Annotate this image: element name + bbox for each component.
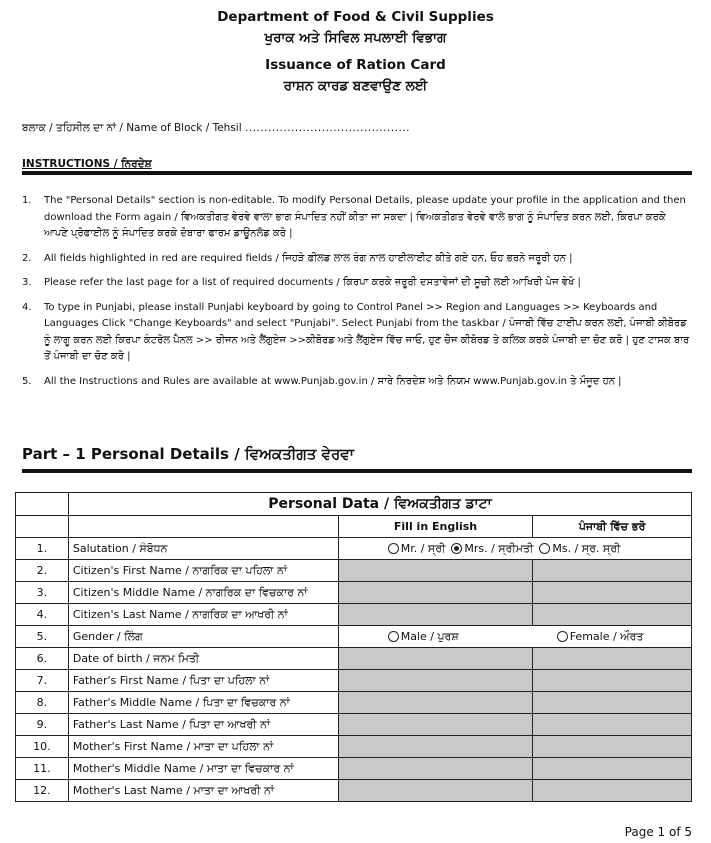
row-number: 10. <box>16 736 69 758</box>
row-number: 3. <box>16 582 69 604</box>
english-input[interactable] <box>338 582 533 604</box>
field-label: Father's First Name / ਪਿਤਾ ਦਾ ਪਹਿਲਾ ਨਾਂ <box>68 670 338 692</box>
form-title-punjabi: ਰਾਸ਼ਨ ਕਾਰਡ ਬਣਵਾਉਣ ਲਈ <box>283 78 428 94</box>
table-row <box>16 626 692 648</box>
instruction-item <box>22 193 692 243</box>
row-number: 9. <box>16 714 69 736</box>
field-label: Father's Last Name / ਪਿਤਾ ਦਾ ਆਖਰੀ ਨਾਂ <box>68 714 338 736</box>
part-1-heading: Part – 1 Personal Details / ਵਿਅਕਤੀਗਤ ਵੇਰਵਾ <box>22 445 354 463</box>
instruction-item <box>22 374 692 391</box>
block-tehsil-field <box>22 122 410 135</box>
radio-button[interactable] <box>388 543 399 554</box>
row-number: 7. <box>16 670 69 692</box>
english-input[interactable] <box>338 780 533 802</box>
divider <box>22 469 692 473</box>
english-input[interactable] <box>338 736 533 758</box>
field-label: Father's Middle Name / ਪਿਤਾ ਦਾ ਵਿਚਕਾਰ ਨਾਂ <box>68 692 338 714</box>
instruction-text: All the Instructions and Rules are available at www.Punjab.gov.in / ਸਾਰੇ ਨਿਰਦੇਸ਼ ਅਤੇ ਨਿਯਮ www.Punjab.gov.in ਤੇ ਮੌਜੂਦ ਹਨ | <box>44 375 622 387</box>
field-label: Citizen's Last Name / ਨਾਗਰਿਕ ਦਾ ਆਖਰੀ ਨਾਂ <box>68 604 338 626</box>
punjabi-input[interactable] <box>533 582 692 604</box>
instruction-number: 5. <box>22 375 32 387</box>
page-number: Page 1 of 5 <box>624 825 692 839</box>
instructions-heading: INSTRUCTIONS / ਨਿਰਦੇਸ਼ <box>22 158 152 170</box>
instruction-text: All fields highlighted in red are required fields / ਜਿਹੜੇ ਫ਼ੀਲਡ ਲਾਲ ਰੰਗ ਨਾਲ ਹਾਈਲਾਈਟ ਕੀਤੇ ਗਏ ਹਨ, ਓਹ ਭਰਨੇ ਜਰੂਰੀ ਹਨ | <box>44 252 573 264</box>
punjabi-input[interactable] <box>533 648 692 670</box>
instruction-item <box>22 251 692 268</box>
punjabi-input[interactable] <box>533 604 692 626</box>
instruction-item <box>22 275 692 292</box>
instruction-number: 1. <box>22 195 32 206</box>
instructions-list <box>22 193 692 398</box>
gender-option-label: Female / ਔਰਤ <box>569 629 644 643</box>
salutation-option-label: Mr. / ਸ੍ਰੀ <box>400 541 446 555</box>
column-header-punjabi: ਪੰਜਾਬੀ ਵਿੱਚ ਭਰੋ <box>533 516 692 538</box>
field-label: Citizen's First Name / ਨਾਗਰਿਕ ਦਾ ਪਹਿਲਾ ਨਾਂ <box>68 560 338 582</box>
field-label: Mother's First Name / ਮਾਤਾ ਦਾ ਪਹਿਲਾ ਨਾਂ <box>68 736 338 758</box>
radio-button[interactable] <box>557 631 568 642</box>
table-row <box>16 692 692 714</box>
field-label: Citizen's Middle Name / ਨਾਗਰਿਕ ਦਾ ਵਿਚਕਾਰ ਨਾਂ <box>68 582 338 604</box>
gender-option-label: Male / ਪੁਰਸ਼ <box>400 629 459 643</box>
department-title-english: Department of Food & Civil Supplies <box>217 9 494 25</box>
english-input[interactable] <box>338 560 533 582</box>
instruction-text: The "Personal Details" section is non-editable. To modify Personal Details, please update your profile in the application and then download the Form again / ਵਿਅਕਤੀਗਤ ਵੇਰਵੇ ਵਾਲਾ ਭਾਗ ਸੰਪਾਦਿਤ ਨਹੀਂ ਕੀਤਾ ਜਾ ਸਕਦਾ | ਵਿਅਕਤੀਗਤ ਵੇਰਵੇ ਵਾਲੇ ਭਾਗ ਨੂੰ ਸੰਪਾਦਿਤ ਕਰਨ ਲਈ, ਕਿਰਪਾ ਕਰਕੇ ਆਪਣੇ ਪ੍ਰੋਫਾਈਲ ਨੂੰ ਸੰਪਾਦਿਤ ਕਰਕੇ ਦੋਬਾਰਾ ਫਾਰਮ ਡਾਊਨਲੋਡ ਕਰੋ | <box>44 195 686 239</box>
row-number: 5. <box>16 626 69 648</box>
table-title: Personal Data / ਵਿਅਕਤੀਗਤ ਡਾਟਾ <box>68 493 691 516</box>
table-row <box>16 670 692 692</box>
row-number: 1. <box>16 538 69 560</box>
punjabi-input[interactable] <box>533 758 692 780</box>
punjabi-input[interactable] <box>533 670 692 692</box>
table-row <box>16 538 692 560</box>
instruction-number: 3. <box>22 277 32 288</box>
salutation-options <box>338 538 691 560</box>
radio-button[interactable] <box>388 631 399 642</box>
gender-options <box>338 626 691 648</box>
table-row <box>16 560 692 582</box>
punjabi-input[interactable] <box>533 560 692 582</box>
row-number: 4. <box>16 604 69 626</box>
personal-data-table <box>15 492 692 802</box>
table-row <box>16 758 692 780</box>
salutation-option-label: Mrs. / ਸ੍ਰੀਮਤੀ <box>464 541 534 555</box>
divider <box>22 171 692 175</box>
english-input[interactable] <box>338 670 533 692</box>
empty-cell <box>68 516 338 538</box>
table-row <box>16 714 692 736</box>
english-input[interactable] <box>338 648 533 670</box>
field-label: Mother's Middle Name / ਮਾਤਾ ਦਾ ਵਿਚਕਾਰ ਨਾਂ <box>68 758 338 780</box>
punjabi-input[interactable] <box>533 714 692 736</box>
punjabi-input[interactable] <box>533 692 692 714</box>
form-title-english: Issuance of Ration Card <box>265 57 446 73</box>
row-number: 8. <box>16 692 69 714</box>
field-label: Date of birth / ਜਨਮ ਮਿਤੀ <box>68 648 338 670</box>
row-number: 11. <box>16 758 69 780</box>
table-row <box>16 780 692 802</box>
instruction-item <box>22 300 692 366</box>
gender-option[interactable] <box>557 630 644 643</box>
english-input[interactable] <box>338 604 533 626</box>
table-row <box>16 604 692 626</box>
salutation-option[interactable] <box>539 542 620 555</box>
row-number: 12. <box>16 780 69 802</box>
row-number: 2. <box>16 560 69 582</box>
gender-option[interactable] <box>388 630 459 643</box>
salutation-option-label: Ms. / ਸ੍ਰ. ਸ੍ਰੀ <box>552 541 621 555</box>
radio-button[interactable] <box>539 543 550 554</box>
field-label: Salutation / ਸੰਬੋਧਨ <box>68 538 338 560</box>
instruction-number: 2. <box>22 252 32 264</box>
salutation-option[interactable] <box>451 542 533 555</box>
block-tehsil-input[interactable]: ........................................... <box>244 122 411 134</box>
salutation-option[interactable] <box>388 542 446 555</box>
field-label: Gender / ਲਿੰਗ <box>68 626 338 648</box>
punjabi-input[interactable] <box>533 780 692 802</box>
punjabi-input[interactable] <box>533 736 692 758</box>
row-number: 6. <box>16 648 69 670</box>
english-input[interactable] <box>338 714 533 736</box>
column-header-english: Fill in English <box>338 516 533 538</box>
table-row <box>16 582 692 604</box>
instruction-text: To type in Punjabi, please install Punjabi keyboard by going to Control Panel >> Region and Languages >> Keyboards and Languages Click "Change Keyboards" and select "Punjabi". Select Punjabi from the taskbar / ਪੰਜਾਬੀ ਵਿੱਚ ਟਾਈਪ ਕਰਨ ਲਈ, ਪੰਜਾਬੀ ਕੀਬੋਰਡ ਨੂੰ ਲਾਗੂ ਕਰਨ ਲਈ ਕਿਰਪਾ ਕੰਟਰੋਲ ਪੈਨਲ >> ਰੀਜਨ ਅਤੇ ਲੈਂਗੁਏਜ >>ਕੀਬੋਰਡ ਅਤੇ ਲੈਂਗੁਏਜ ਵਿੱਚ ਜਾਓ, ਹੁਣ ਚੇੰਜ ਕੀਬੋਰਡ ਤੇ ਕਲਿਕ ਕਰਕੇ ਪੰਜਾਬੀ ਦਾ ਚੋਣ ਕਰੋ | ਹੁਣ ਟਾਸਕ ਬਾਰ ਤੋਂ ਪੰਜਾਬੀ ਦਾ ਚੋਣ ਕਰੋ | <box>44 301 690 362</box>
table-corner-cell <box>16 493 69 516</box>
instruction-text: Please refer the last page for a list of required documents / ਕਿਰਪਾ ਕਰਕੇ ਜ਼ਰੂਰੀ ਦਸਤਾਵੇਜਾਂ ਦੀ ਸੂਚੀ ਲਈ ਆਖਿਰੀ ਪੇਜ ਵੇਖੋ | <box>44 277 581 288</box>
english-input[interactable] <box>338 692 533 714</box>
block-tehsil-label: ਬਲਾਕ / ਤਹਿਸੀਲ ਦਾ ਨਾਂ / Name of Block / Tehsil <box>22 122 242 134</box>
instruction-number: 4. <box>22 301 32 313</box>
radio-button[interactable] <box>451 543 462 554</box>
english-input[interactable] <box>338 758 533 780</box>
table-row <box>16 736 692 758</box>
empty-cell <box>16 516 69 538</box>
department-title-punjabi: ਖੁਰਾਕ ਅਤੇ ਸਿਵਿਲ ਸਪਲਾਈ ਵਿਭਾਗ <box>264 30 447 46</box>
table-row <box>16 648 692 670</box>
field-label: Mother's Last Name / ਮਾਤਾ ਦਾ ਆਖਰੀ ਨਾਂ <box>68 780 338 802</box>
